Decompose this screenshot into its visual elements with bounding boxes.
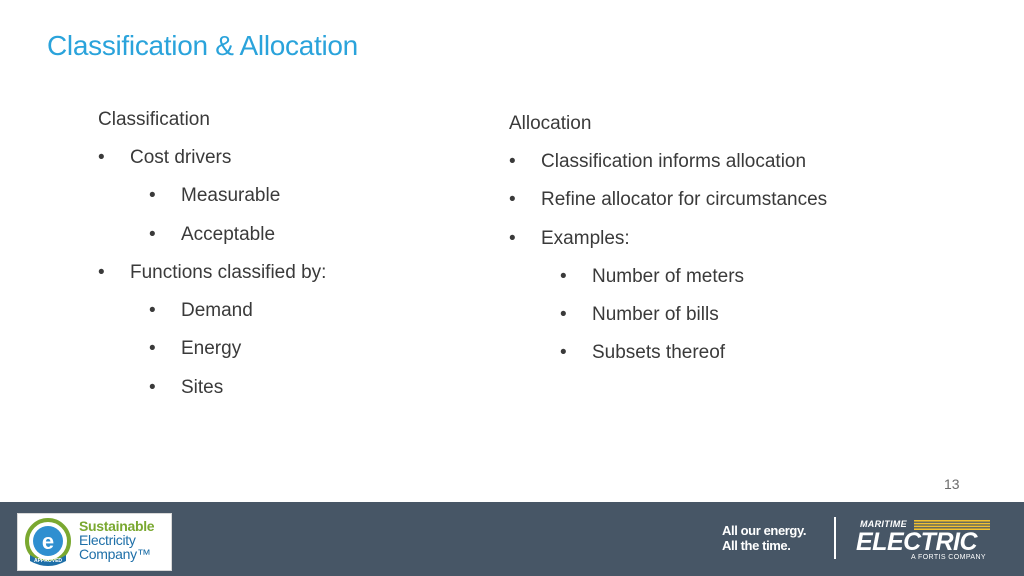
approved-badge-icon — [22, 517, 74, 567]
allocation-bullet-item — [509, 150, 807, 188]
allocation-list — [509, 150, 828, 380]
footer-bar — [0, 502, 1024, 576]
logo-main-word: ELECTRIC — [856, 528, 977, 556]
bullet-icon: • — [560, 342, 567, 364]
classification-bullet-item — [98, 299, 253, 337]
sec-line-3: Company™ — [79, 546, 151, 562]
allocation-heading: Allocation — [509, 113, 592, 134]
classification-heading: Classification — [98, 109, 210, 130]
sec-line-1: Sustainable — [79, 518, 155, 534]
classification-item-text: Cost drivers — [130, 147, 232, 168]
bullet-icon: • — [149, 185, 156, 207]
bullet-icon: • — [560, 304, 567, 326]
bullet-icon: • — [149, 338, 156, 360]
bullet-icon: • — [509, 227, 516, 249]
bullet-icon: • — [149, 300, 156, 322]
allocation-item-text: Subsets thereof — [592, 342, 726, 364]
badge-letter: e — [41, 529, 55, 554]
bullet-icon: • — [149, 223, 156, 245]
page-number: 13 — [944, 476, 960, 492]
bullet-icon: • — [560, 265, 567, 287]
classification-item-text: Demand — [181, 300, 253, 322]
classification-bullet-item — [98, 261, 327, 299]
sec-line-2: Electricity — [79, 532, 136, 548]
allocation-bullet-item — [509, 341, 726, 379]
bullet-icon: • — [509, 189, 516, 211]
logo-sub-text: A FORTIS COMPANY — [911, 554, 986, 561]
allocation-item-text: Number of meters — [592, 265, 745, 287]
classification-bullet-item — [98, 184, 281, 222]
allocation-item-text: Number of bills — [592, 304, 719, 326]
allocation-bullet-item — [509, 227, 630, 265]
tagline-line-2: All the time. — [722, 538, 791, 553]
allocation-bullet-item — [509, 188, 828, 226]
maritime-electric-logo — [856, 517, 996, 567]
classification-bullet-item — [98, 376, 224, 414]
classification-column — [98, 108, 327, 414]
classification-bullet-item — [98, 337, 242, 375]
sec-wordmark — [79, 519, 154, 561]
allocation-bullet-item — [509, 303, 719, 341]
bullet-icon: • — [509, 151, 516, 172]
allocation-item-text: Classification informs allocation — [541, 151, 807, 172]
tagline-line-1: All our energy. — [722, 523, 807, 538]
classification-item-text: Functions classified by: — [130, 261, 327, 283]
tagline — [722, 523, 806, 553]
classification-bullet-item — [98, 146, 232, 184]
classification-item-text: Energy — [181, 338, 242, 360]
classification-bullet-item — [98, 223, 276, 261]
classification-item-text: Measurable — [181, 185, 281, 207]
bullet-icon: • — [98, 261, 105, 283]
allocation-column — [509, 112, 828, 380]
allocation-item-text: Refine allocator for circumstances — [541, 189, 828, 211]
allocation-bullet-item — [509, 265, 745, 303]
classification-item-text: Sites — [181, 376, 224, 398]
classification-list — [98, 146, 327, 414]
classification-item-text: Acceptable — [181, 223, 276, 245]
logo-top-word: MARITIME — [860, 519, 907, 529]
badge-text: APPROVED — [33, 558, 63, 564]
sustainable-electricity-logo — [17, 513, 172, 571]
slide-title: Classification & Allocation — [47, 30, 358, 61]
footer-divider — [834, 517, 836, 559]
allocation-item-text: Examples: — [541, 227, 630, 249]
bullet-icon: • — [149, 376, 156, 398]
bullet-icon: • — [98, 147, 105, 168]
